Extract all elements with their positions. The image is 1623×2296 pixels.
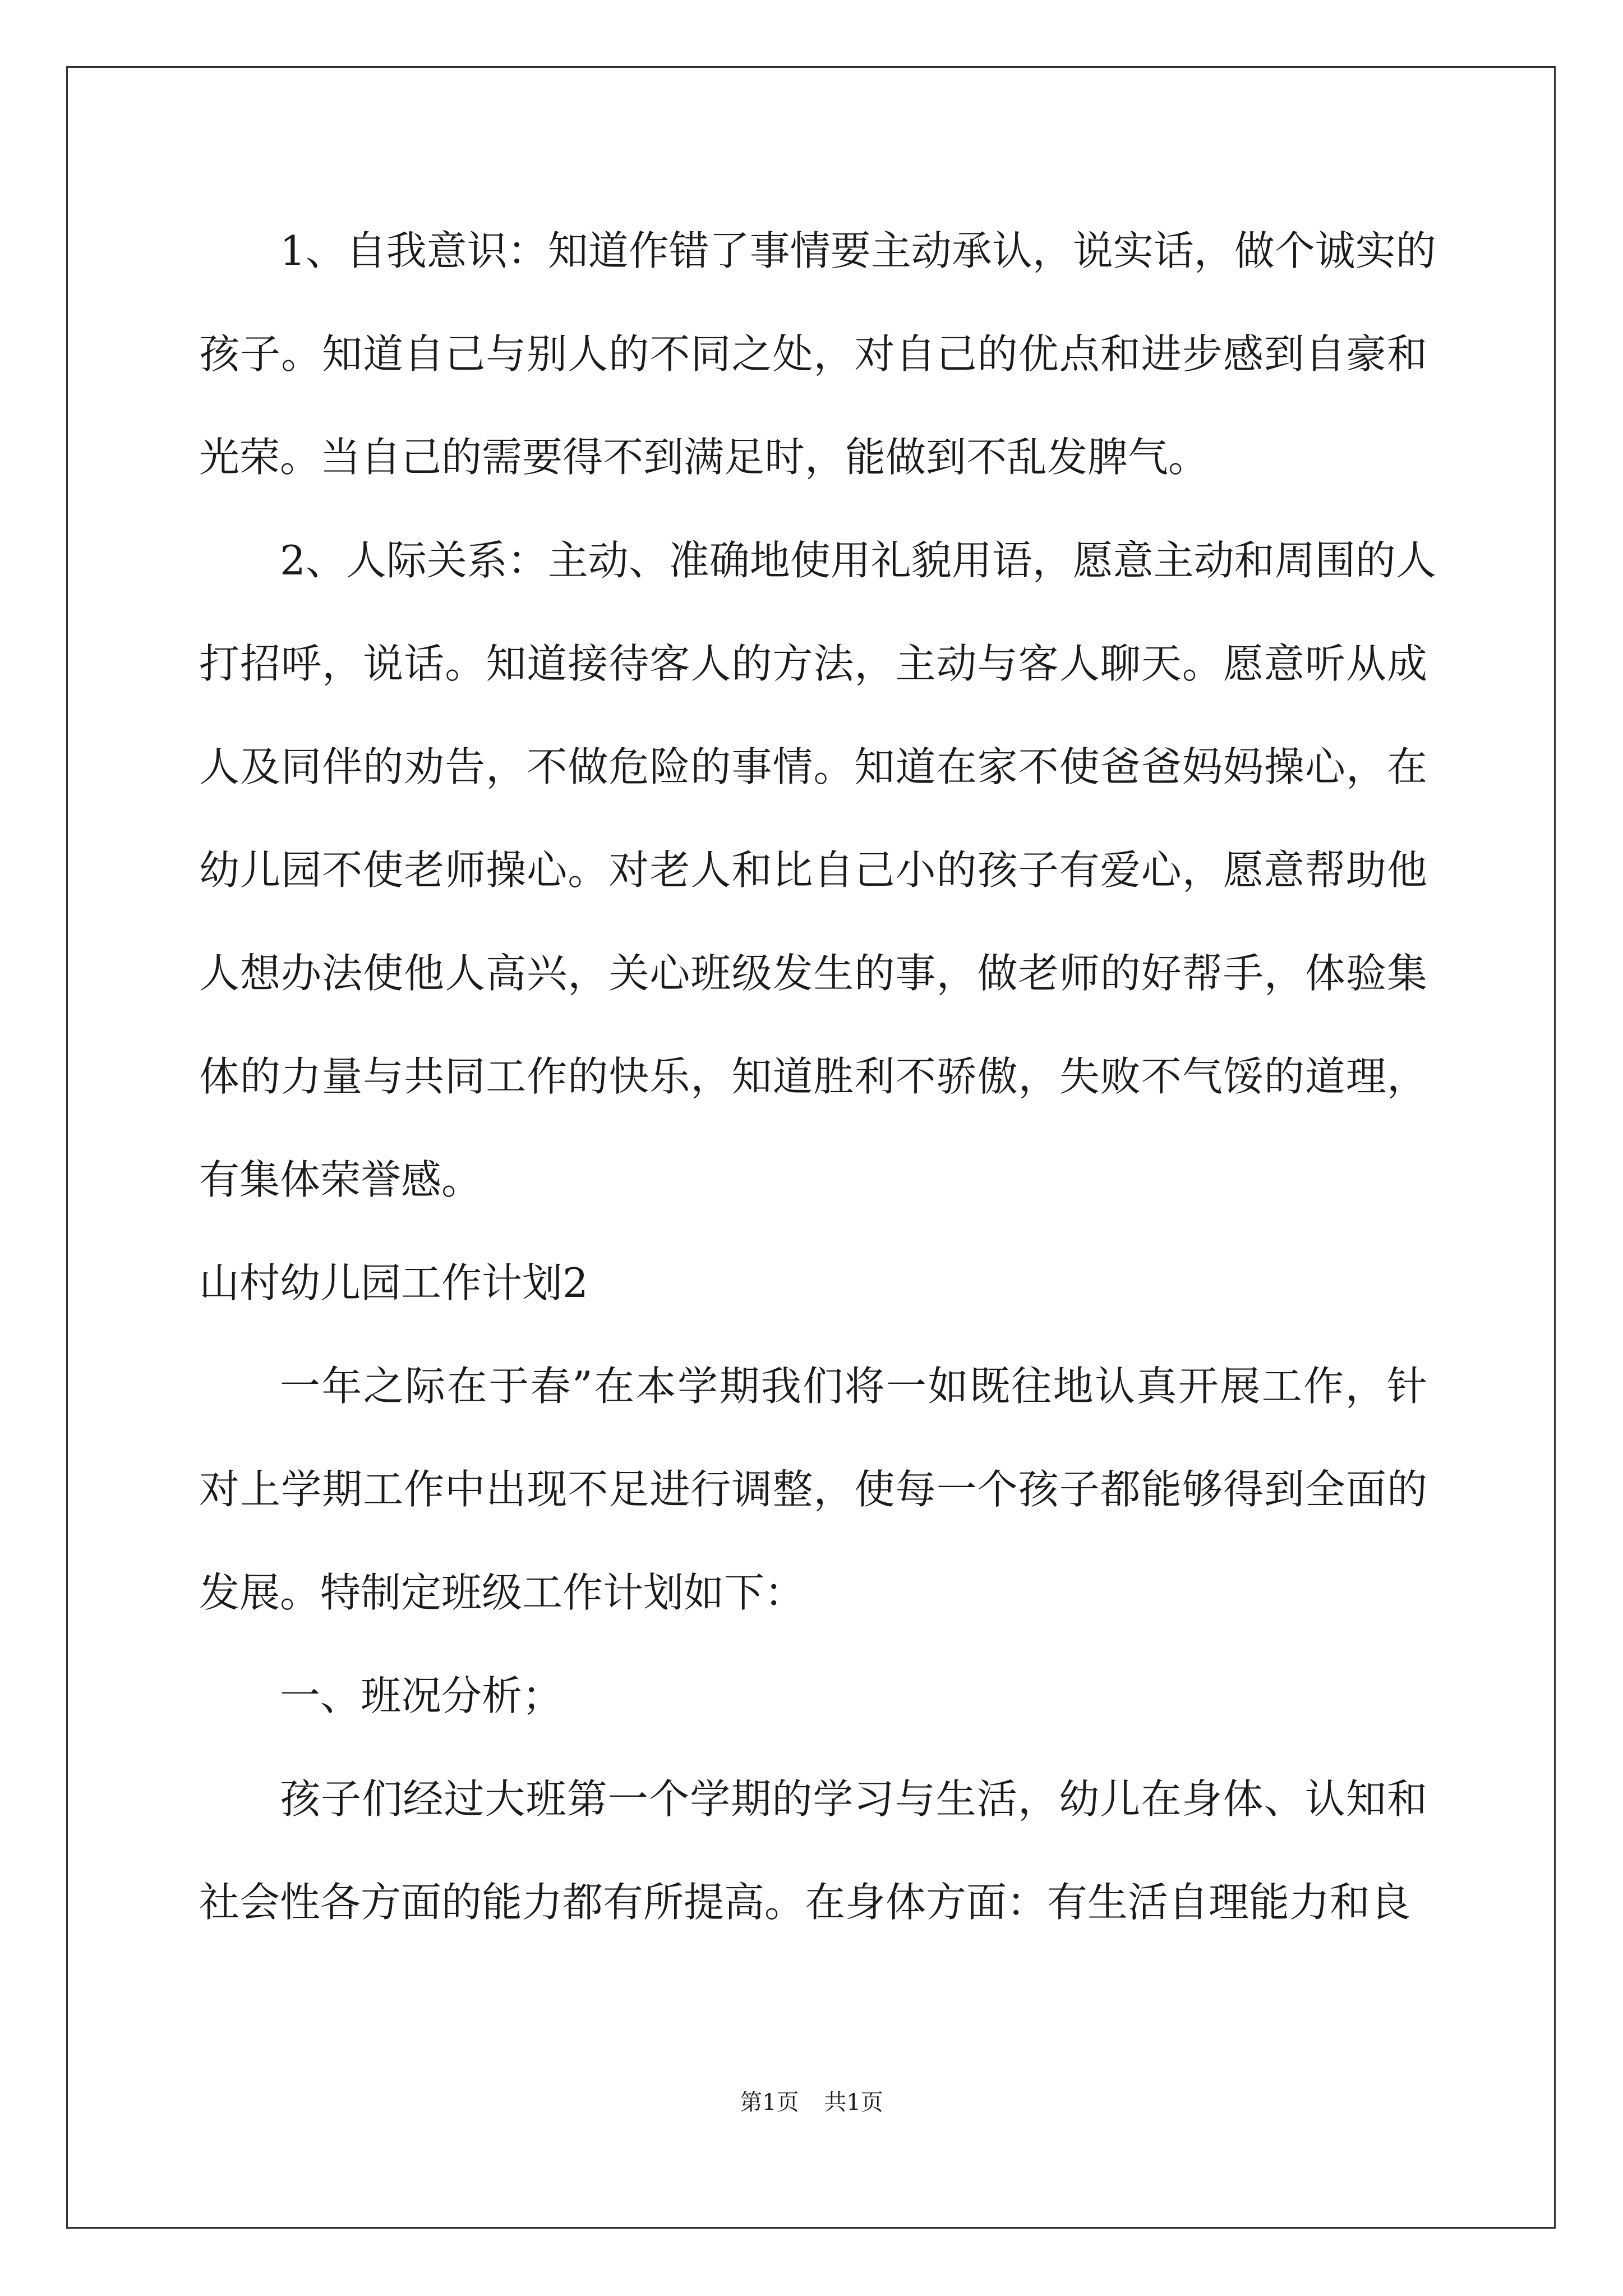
paragraph-line: 光荣。当自己的需要得不到满足时，能做到不乱发脾气。: [199, 434, 1209, 481]
section-heading: 山村幼儿园工作计划2: [199, 1259, 588, 1306]
paragraph-line: 体的力量与共同工作的快乐，知道胜利不骄傲，失败不气馁的道理，: [199, 1053, 1427, 1100]
paragraph-line: 一年之际在于春”在本学期我们将一如既往地认真开展工作，针: [280, 1363, 1427, 1410]
paragraph-line: 1、自我意识：知道作错了事情要主动承认，说实话，做个诚实的: [280, 227, 1436, 274]
page-number: 第1页: [740, 2090, 799, 2115]
paragraph-line: 一、班况分析；: [280, 1672, 563, 1719]
paragraph-line: 发展。特制定班级工作计划如下：: [199, 1569, 805, 1616]
paragraph-line: 打招呼，说话。知道接待客人的方法，主动与客人聊天。愿意听从成: [199, 640, 1427, 687]
paragraph-line: 社会性各方面的能力都有所提高。在身体方面：有生活自理能力和良: [199, 1879, 1411, 1926]
page-footer: [0, 2086, 1623, 2119]
paragraph-line: 2、人际关系：主动、准确地使用礼貌用语，愿意主动和周围的人: [280, 537, 1436, 584]
paragraph-line: 孩子们经过大班第一个学期的学习与生活，幼儿在身体、认知和: [280, 1775, 1427, 1823]
paragraph-line: 有集体荣誉感。: [199, 1156, 482, 1203]
paragraph-line: 孩子。知道自己与别人的不同之处，对自己的优点和进步感到自豪和: [199, 330, 1427, 378]
page-total: 共1页: [824, 2090, 883, 2115]
paragraph-line: 人及同伴的劝告，不做危险的事情。知道在家不使爸爸妈妈操心，在: [199, 743, 1427, 790]
paragraph-line: 对上学期工作中出现不足进行调整，使每一个孩子都能够得到全面的: [199, 1466, 1427, 1513]
paragraph-line: 人想办法使他人高兴，关心班级发生的事，做老师的好帮手，体验集: [199, 950, 1427, 997]
paragraph-line: 幼儿园不使老师操心。对老人和比自己小的孩子有爱心，愿意帮助他: [199, 846, 1427, 894]
